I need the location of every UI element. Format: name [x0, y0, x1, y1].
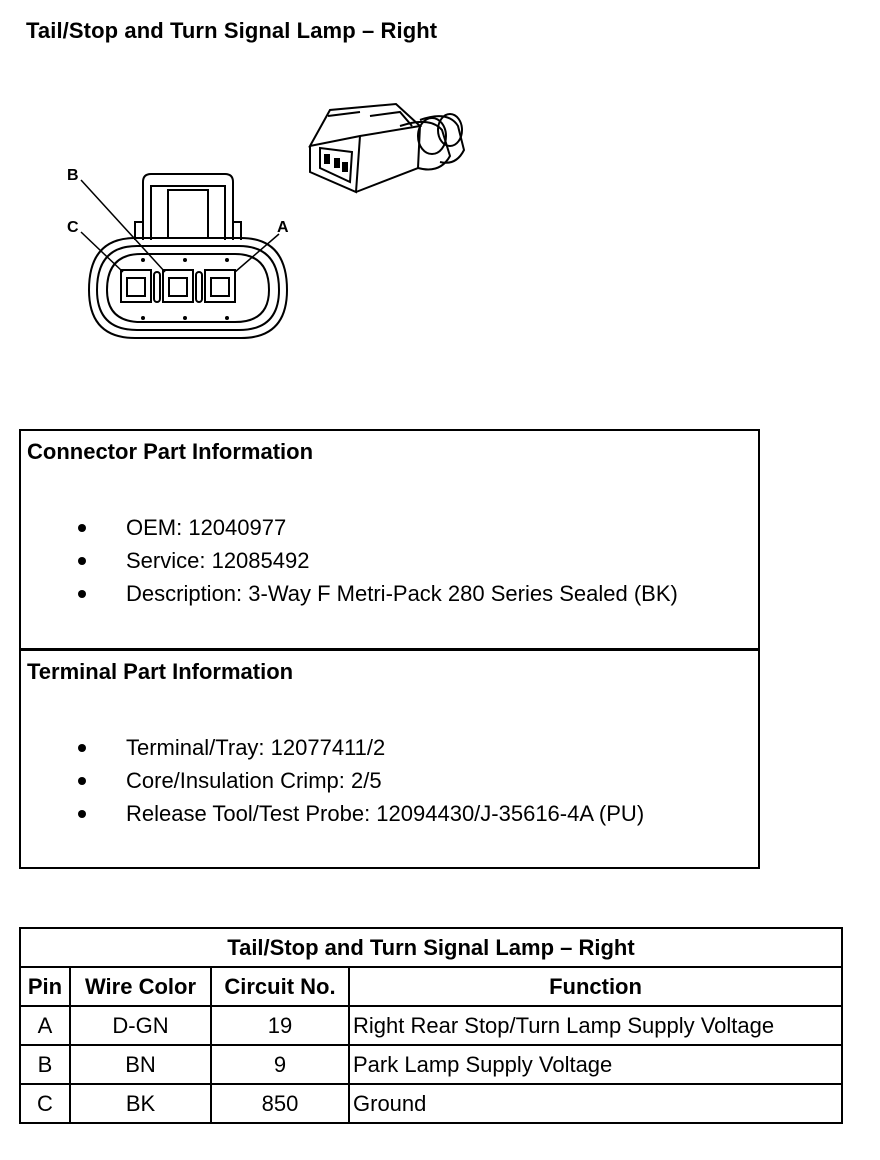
bullet-icon	[78, 524, 86, 532]
table-row	[20, 1006, 842, 1045]
function-cell: Park Lamp Supply Voltage	[349, 1045, 842, 1084]
connector-front-view-diagram	[55, 160, 295, 345]
circuit-no-cell: 850	[211, 1084, 349, 1123]
pinout-table	[19, 927, 843, 1124]
service-value: Service: 12085492	[126, 548, 310, 573]
list-item	[21, 731, 644, 764]
pin-cell: B	[20, 1045, 70, 1084]
table-caption-row	[20, 928, 842, 967]
list-item	[21, 511, 678, 544]
connector-isometric-diagram	[300, 96, 470, 206]
terminal-info-heading: Terminal Part Information	[27, 659, 294, 684]
bullet-icon	[78, 810, 86, 818]
function-cell: Ground	[349, 1084, 842, 1123]
part-information-box	[19, 429, 760, 869]
table-caption: Tail/Stop and Turn Signal Lamp – Right	[20, 928, 842, 967]
pin-label-b: B	[67, 167, 79, 184]
description-value: Description: 3-Way F Metri-Pack 280 Series Sealed (BK)	[126, 581, 678, 606]
table-header-row	[20, 967, 842, 1006]
circuit-no-cell: 19	[211, 1006, 349, 1045]
connector-info-list	[21, 511, 678, 610]
terminal-tray-value: Terminal/Tray: 12077411/2	[126, 735, 386, 760]
terminal-info-list	[21, 731, 644, 830]
table-row	[20, 1045, 842, 1084]
list-item	[21, 797, 644, 830]
bullet-icon	[78, 744, 86, 752]
wire-color-cell: BK	[70, 1084, 211, 1123]
pin-cell: C	[20, 1084, 70, 1123]
release-tool-value: Release Tool/Test Probe: 12094430/J-35616-4A (PU)	[126, 801, 645, 826]
pin-label-c: C	[67, 219, 79, 236]
crimp-value: Core/Insulation Crimp: 2/5	[126, 768, 382, 793]
terminal-part-information	[21, 648, 758, 867]
column-header-circuit-no: Circuit No.	[211, 967, 349, 1006]
bullet-icon	[78, 557, 86, 565]
circuit-no-cell: 9	[211, 1045, 349, 1084]
function-cell: Right Rear Stop/Turn Lamp Supply Voltage	[349, 1006, 842, 1045]
list-item	[21, 544, 678, 577]
bullet-icon	[78, 590, 86, 598]
connector-part-information	[21, 431, 758, 648]
list-item	[21, 577, 678, 610]
connector-info-heading: Connector Part Information	[27, 439, 314, 464]
pin-cell: A	[20, 1006, 70, 1045]
oem-value: OEM: 12040977	[126, 515, 287, 540]
wire-color-cell: BN	[70, 1045, 211, 1084]
column-header-function: Function	[349, 967, 842, 1006]
list-item	[21, 764, 644, 797]
column-header-pin: Pin	[20, 967, 70, 1006]
table-row	[20, 1084, 842, 1123]
page-title: Tail/Stop and Turn Signal Lamp – Right	[26, 18, 438, 43]
wire-color-cell: D-GN	[70, 1006, 211, 1045]
column-header-wire-color: Wire Color	[70, 967, 211, 1006]
bullet-icon	[78, 777, 86, 785]
pin-label-a: A	[277, 219, 289, 236]
